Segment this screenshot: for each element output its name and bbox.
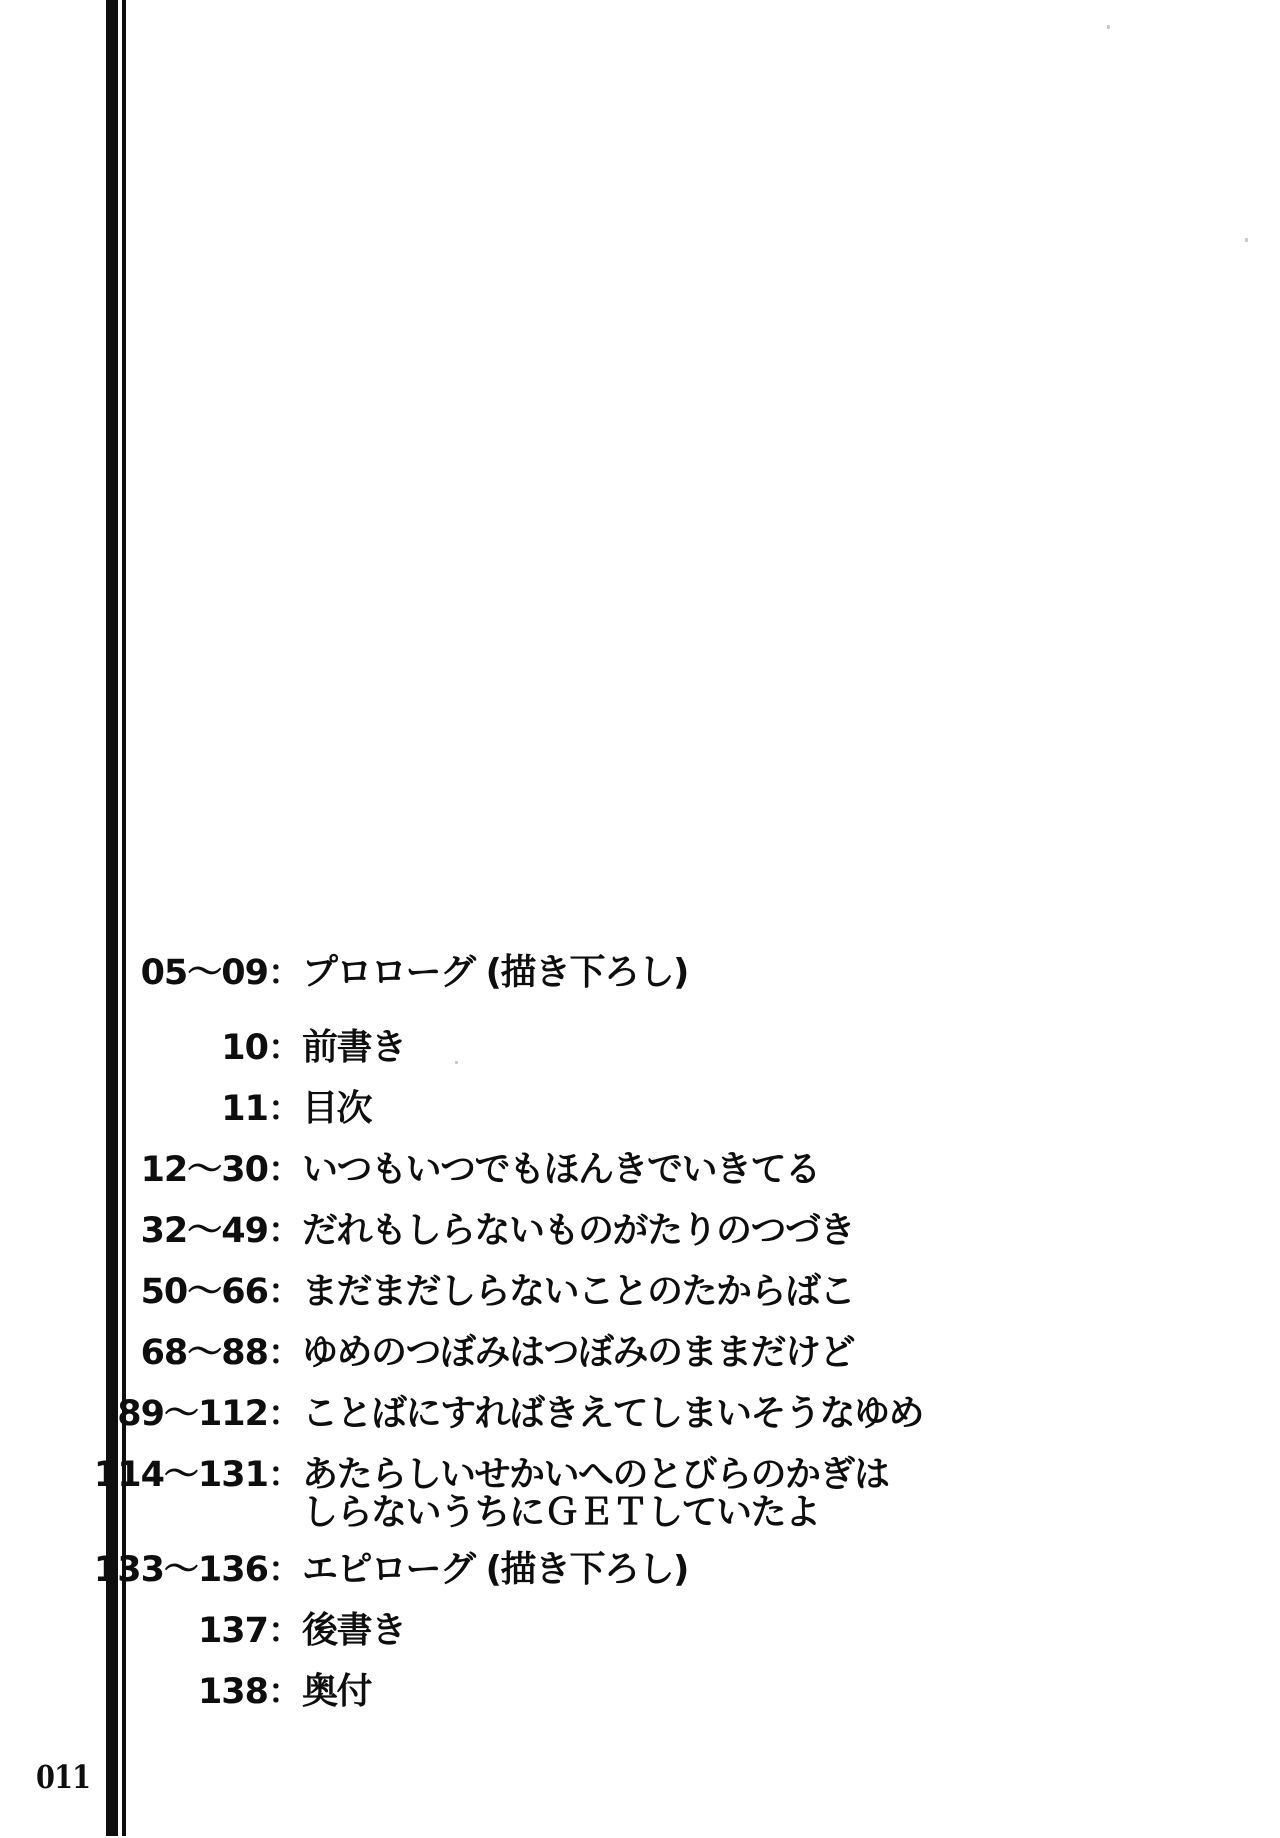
separator-colon: ： bbox=[268, 1611, 302, 1651]
separator-colon: ： bbox=[268, 1211, 302, 1251]
toc-row bbox=[0, 1028, 1100, 1068]
toc-row bbox=[0, 1672, 1100, 1712]
scan-speck bbox=[1107, 25, 1110, 29]
separator-colon: ： bbox=[268, 1028, 302, 1068]
entry-title: ゆめのつぼみはつぼみのままだけど bbox=[302, 1332, 855, 1373]
toc-row bbox=[0, 1394, 1100, 1434]
page-range: 133〜136 bbox=[93, 1550, 268, 1590]
entry-title: 前書き bbox=[302, 1027, 406, 1068]
toc-row bbox=[0, 1211, 1100, 1251]
entry-title-line2: しらないうちにＧＥＴしていたよ bbox=[302, 1492, 820, 1533]
separator-colon: ： bbox=[268, 1672, 302, 1712]
entry-title: エピローグ (描き下ろし) bbox=[302, 1549, 688, 1590]
separator-colon: ： bbox=[268, 1150, 302, 1190]
page-range: 11 bbox=[221, 1089, 268, 1129]
entry-title bbox=[302, 1455, 889, 1531]
page-range: 50〜66 bbox=[140, 1272, 268, 1312]
entry-title-line1: あたらしいせかいへのとびらのかぎは bbox=[302, 1454, 889, 1495]
page-range: 89〜112 bbox=[117, 1394, 268, 1434]
toc-row bbox=[0, 1089, 1100, 1129]
toc-row bbox=[0, 1333, 1100, 1373]
entry-title: ことばにすればきえてしまいそうなゆめ bbox=[302, 1393, 924, 1434]
page-range: 138 bbox=[197, 1672, 268, 1712]
page-range: 137 bbox=[197, 1611, 268, 1651]
separator-colon: ： bbox=[268, 953, 302, 993]
separator-colon: ： bbox=[268, 1089, 302, 1129]
page-range: 10 bbox=[221, 1028, 268, 1068]
page-range: 32〜49 bbox=[140, 1211, 268, 1251]
page-range: 68〜88 bbox=[140, 1333, 268, 1373]
toc-row bbox=[0, 1455, 1100, 1531]
entry-title: 奥付 bbox=[302, 1671, 372, 1712]
toc-row bbox=[0, 1611, 1100, 1651]
toc-row bbox=[0, 1550, 1100, 1590]
page-range: 114〜131 bbox=[93, 1455, 268, 1495]
page-range: 12〜30 bbox=[140, 1150, 268, 1190]
separator-colon: ： bbox=[268, 1394, 302, 1434]
toc-row bbox=[0, 1272, 1100, 1312]
entry-title: だれもしらないものがたりのつづき bbox=[302, 1210, 855, 1251]
page-number: 011 bbox=[36, 1758, 91, 1796]
entry-title: プロローグ (描き下ろし) bbox=[302, 952, 688, 993]
separator-colon: ： bbox=[268, 1550, 302, 1590]
page-range: 05〜09 bbox=[140, 953, 268, 993]
toc-row bbox=[0, 953, 1100, 993]
entry-title: いつもいつでもほんきでいきてる bbox=[302, 1149, 820, 1190]
entry-title: 目次 bbox=[302, 1088, 372, 1129]
separator-colon: ： bbox=[268, 1455, 302, 1495]
table-of-contents bbox=[0, 953, 1100, 1733]
entry-title: 後書き bbox=[302, 1610, 406, 1651]
separator-colon: ： bbox=[268, 1272, 302, 1312]
entry-title: まだまだしらないことのたからばこ bbox=[302, 1271, 855, 1312]
toc-row bbox=[0, 1150, 1100, 1190]
scan-speck bbox=[1245, 238, 1248, 242]
separator-colon: ： bbox=[268, 1333, 302, 1373]
